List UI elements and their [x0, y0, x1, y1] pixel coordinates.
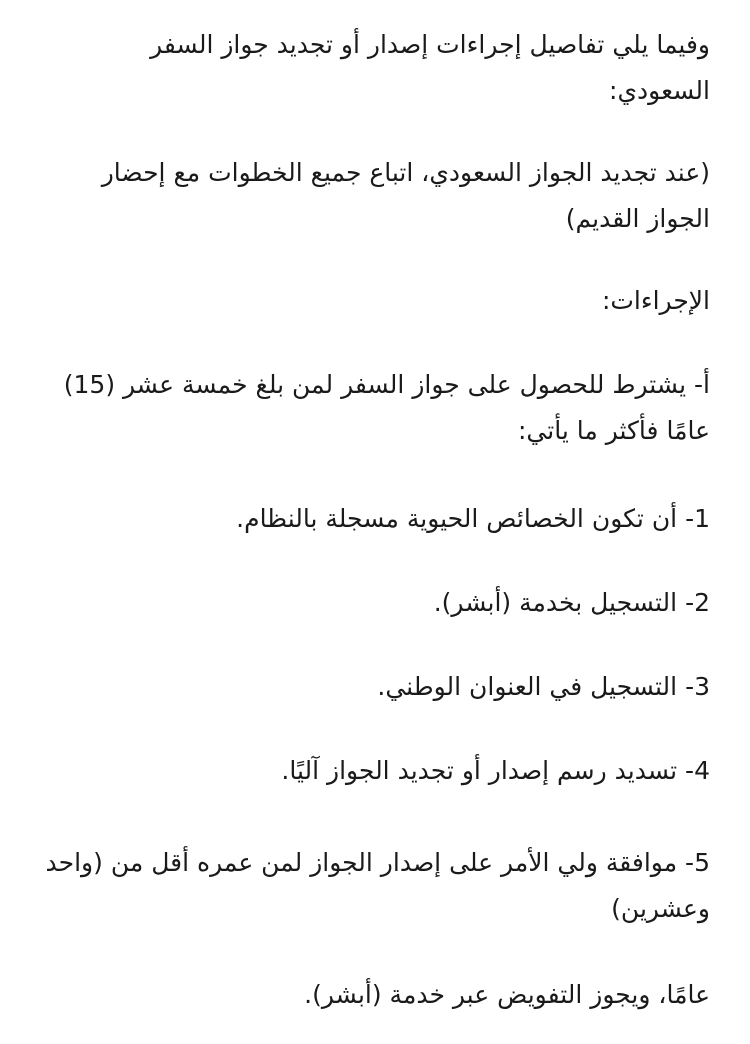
condition-line-2: عامًا فأكثر ما يأتي:	[518, 416, 710, 445]
procedures-heading-text: الإجراءات:	[601, 286, 710, 315]
step-5-line-2: وعشرين)	[611, 894, 710, 923]
step-1-text: 1- أن تكون الخصائص الحيوية مسجلة بالنظام.	[236, 504, 710, 533]
closing-paragraph	[38, 972, 710, 1018]
step-item	[38, 580, 710, 626]
step-2-text: 2- التسجيل بخدمة (أبشر).	[433, 588, 710, 617]
step-item	[38, 496, 710, 542]
renewal-note-paragraph	[38, 150, 710, 242]
step-5-line-1: 5- موافقة ولي الأمر على إصدار الجواز لمن عمره أقل من (واحد	[45, 848, 710, 877]
step-4-text: 4- تسديد رسم إصدار أو تجديد الجواز آليًا.	[281, 756, 710, 785]
condition-line-1: أ- يشترط للحصول على جواز السفر لمن بلغ خمسة عشر (15)	[63, 370, 710, 399]
intro-line-1: وفيما يلي تفاصيل إجراءات إصدار أو تجديد جواز السفر	[150, 30, 710, 59]
intro-line-2: السعودي:	[609, 76, 710, 105]
step-item	[38, 664, 710, 710]
step-3-text: 3- التسجيل في العنوان الوطني.	[377, 672, 710, 701]
step-item	[38, 748, 710, 794]
condition-paragraph	[38, 362, 710, 454]
step-5-paragraph	[38, 840, 710, 932]
renewal-note-line-1: (عند تجديد الجواز السعودي، اتباع جميع الخطوات مع إحضار	[101, 158, 710, 187]
renewal-note-line-2: الجواز القديم)	[565, 204, 710, 233]
closing-text: عامًا، ويجوز التفويض عبر خدمة (أبشر).	[304, 980, 710, 1009]
intro-paragraph	[38, 22, 710, 114]
procedures-heading	[38, 278, 710, 324]
